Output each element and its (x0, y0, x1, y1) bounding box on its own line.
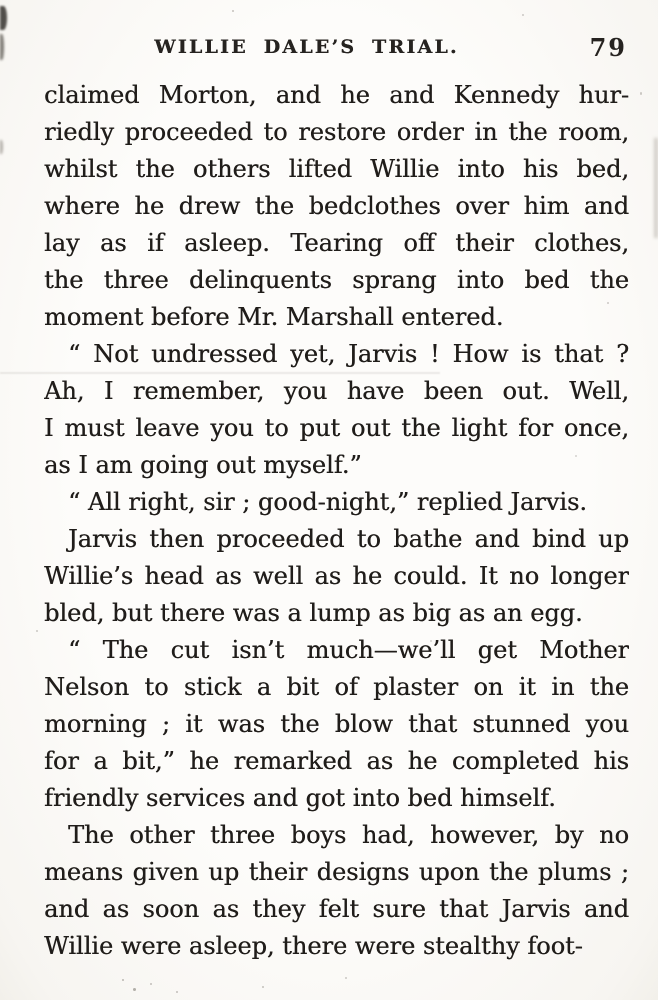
scan-edge-artifact (654, 138, 658, 238)
text-line: morning ; it was the blow that stunned you (44, 710, 629, 738)
text-line: riedly proceeded to restore order in the room, (44, 118, 629, 146)
text-line: Willie were asleep, there were stealthy foot- (44, 932, 583, 960)
page-text (44, 77, 629, 965)
paper-speck (150, 983, 152, 985)
text-line: moment before Mr. Marshall entered. (44, 303, 504, 331)
text-line: the three delinquents sprang into bed the (44, 266, 629, 294)
paper-speck (262, 986, 264, 988)
text-line: whilst the others lifted Willie into his bed, (44, 155, 629, 183)
paper-speck (36, 630, 38, 632)
paper-speck (345, 977, 347, 979)
paper-speck (232, 10, 234, 12)
paragraph (44, 484, 629, 521)
text-line: and as soon as they felt sure that Jarvis and (44, 895, 629, 923)
text-line: lay as if asleep. Tearing off their clothes, (44, 229, 629, 257)
text-line: I must leave you to put out the light for once, (44, 414, 629, 442)
paragraph (44, 336, 629, 484)
scan-edge-artifact (0, 140, 3, 154)
page-title: WILLIE DALE’S TRIAL. (154, 36, 459, 58)
paragraph (44, 521, 629, 632)
text-line: friendly services and got into bed himself. (44, 784, 556, 812)
paragraph (44, 632, 629, 817)
text-line: “ Not undressed yet, Jarvis ! How is that ? (68, 340, 629, 368)
text-line: where he drew the bedclothes over him and (44, 192, 629, 220)
text-line: Jarvis then proceeded to bathe and bind up (68, 525, 629, 553)
paper-speck (122, 979, 124, 981)
page-number: 79 (589, 33, 627, 62)
paper-speck (640, 92, 642, 95)
text-line: Willie’s head as well as he could. It no longer (44, 562, 629, 590)
scan-edge-artifact (0, 34, 4, 60)
text-line: for a bit,” he remarked as he completed his (44, 747, 629, 775)
paper-speck (522, 14, 524, 16)
text-line: bled, but there was a lump as big as an egg. (44, 599, 583, 627)
paper-speck (176, 991, 178, 993)
text-line: Nelson to stick a bit of plaster on it in the (44, 673, 629, 701)
running-header (44, 33, 629, 62)
text-line: means given up their designs upon the plums ; (44, 858, 629, 886)
paragraph (44, 817, 629, 965)
text-line: as I am going out myself.” (44, 451, 362, 479)
text-line: Ah, I remember, you have been out. Well, (44, 377, 629, 405)
scan-edge-artifact (0, 6, 7, 30)
text-line: claimed Morton, and he and Kennedy hur- (44, 81, 629, 109)
paper-speck (133, 988, 136, 991)
paragraph (44, 77, 629, 336)
text-line: “ All right, sir ; good-night,” replied Jarvis. (68, 488, 587, 516)
text-line: “ The cut isn’t much—we’ll get Mother (68, 636, 629, 664)
text-line: The other three boys had, however, by no (68, 821, 629, 849)
